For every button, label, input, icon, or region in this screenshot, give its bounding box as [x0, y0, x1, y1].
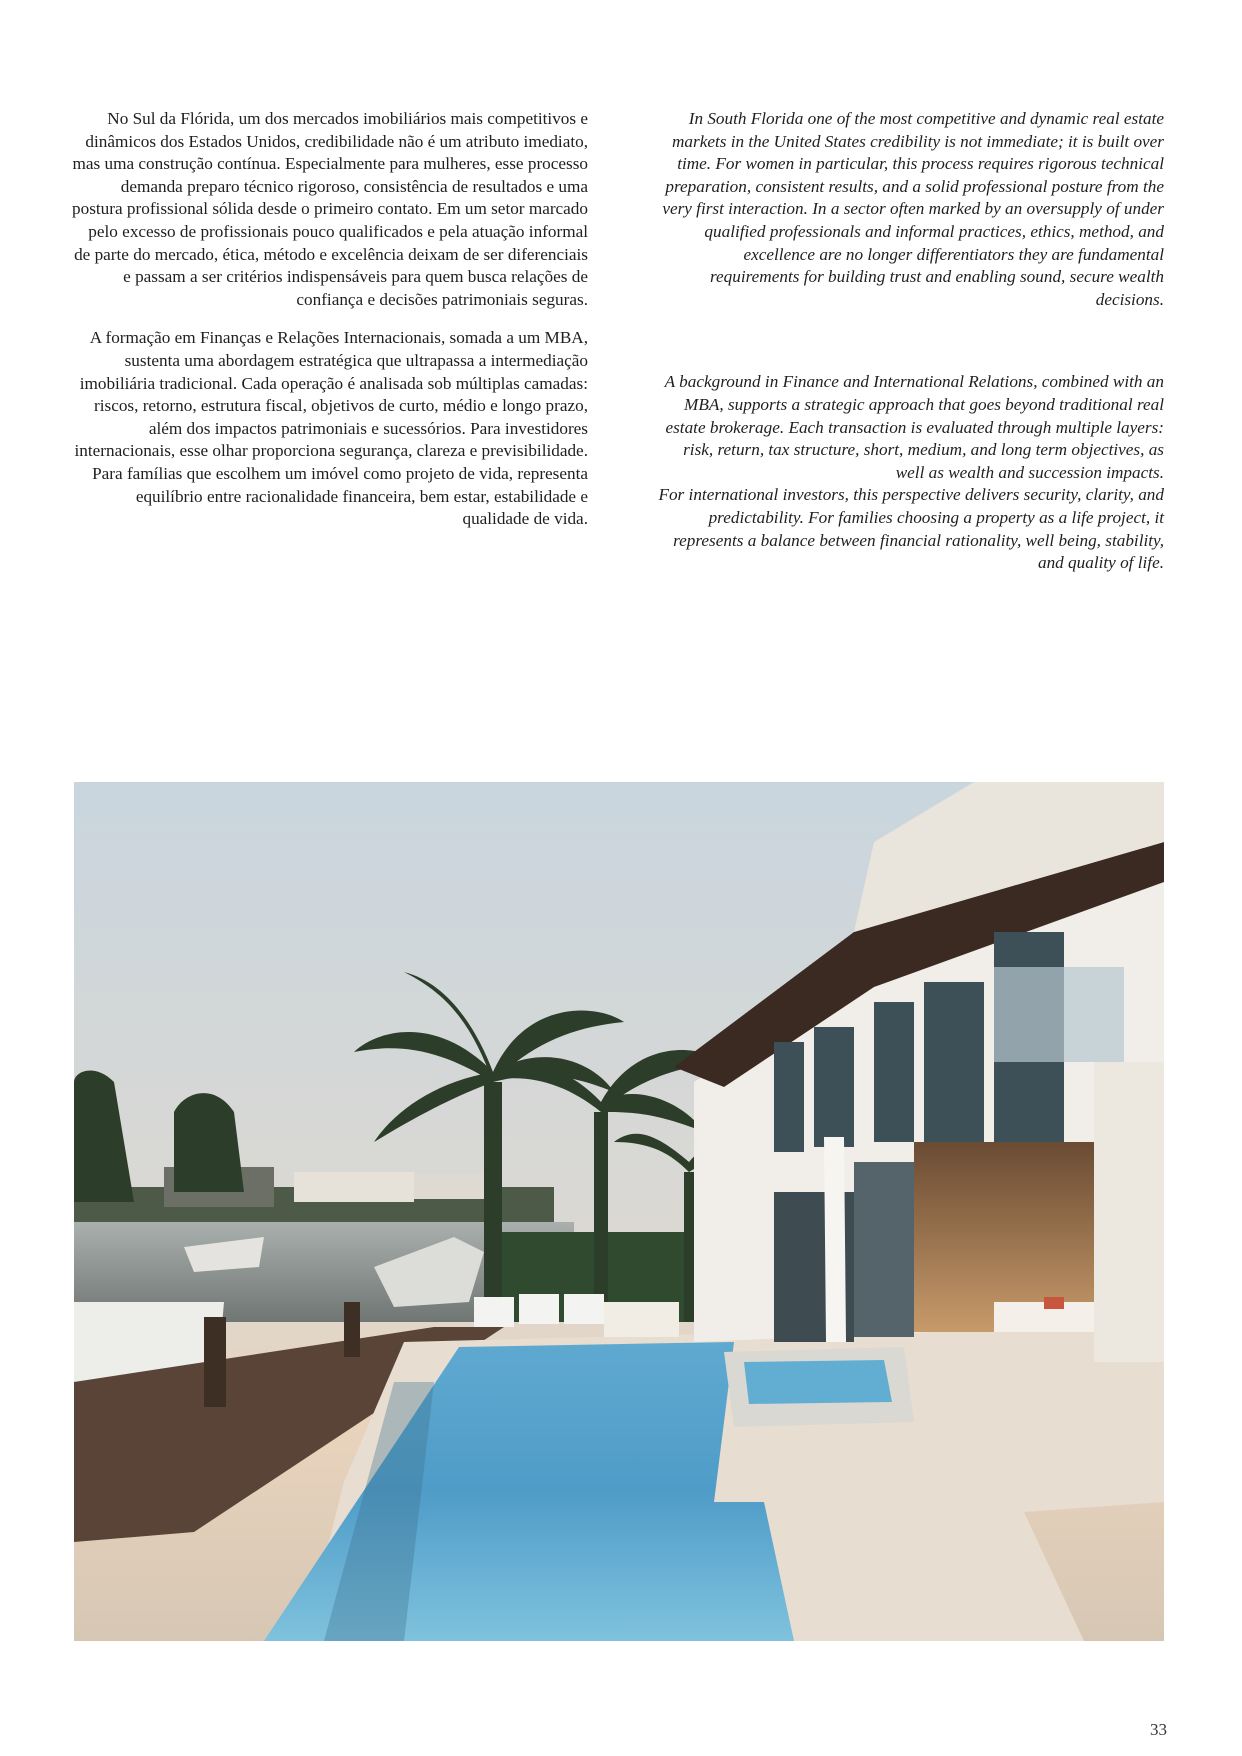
english-column — [658, 108, 1164, 575]
portuguese-paragraph-2: A formação em Finanças e Relações Internacionais, somada a um MBA, sustenta uma abordagem estratégica que ultrapassa a intermediação imobiliária tradicional. Cada operação é analisada sob múltiplas camadas: riscos, retorno, estrutura fiscal, objetivos de curto, médio e longo prazo, além dos impactos patrimoniais e sucessórios. Para investidores internacionais, esse olhar proporciona segurança, clareza e previsibilidade. Para famílias que escolhem um imóvel como projeto de vida, representa equilíbrio entre racionalidade financeira, bem estar, estabilidade e qualidade de vida. — [74, 328, 588, 529]
page-number: 33 — [1150, 1720, 1167, 1739]
portuguese-paragraph-1: No Sul da Flórida, um dos mercados imobiliários mais competitivos e dinâmicos dos Estados Unidos, credibilidade não é um atributo imediato, mas uma construção contínua. Especialmente para mulheres, esse processo demanda preparo técnico rigoroso, consistência de resultados e uma postura profissional sólida desde o primeiro contato. Em um setor marcado pelo excesso de profissionais pouco qualificados e pela atuação informal de parte do mercado, ética, método e excelência deixam de ser diferenciais e passam a ser critérios indispensáveis para quem busca relações de confiança e decisões patrimoniais seguras. — [72, 109, 588, 309]
english-paragraph-1: In South Florida one of the most competitive and dynamic real estate markets in the United States credibility is not immediate; it is built over time. For women in particular, this process requires rigorous technical preparation, consistent results, and a solid professional posture from the very first interaction. In a sector often marked by an oversupply of under qualified professionals and informal practices, ethics, method, and excellence are no longer differentiators they are fundamental requirements for building trust and enabling sound, secure wealth decisions. — [662, 109, 1164, 309]
photo-illustration — [74, 782, 1164, 1641]
english-paragraph-2: A background in Finance and International Relations, combined with an MBA, supports a strategic approach that goes beyond traditional real estate brokerage. Each transaction is evaluated through multiple layers: risk, return, tax structure, short, medium, and long term objectives, as well as wealth and succession impacts. — [664, 372, 1164, 482]
portuguese-column — [70, 108, 588, 531]
english-paragraph-3: For international investors, this perspective delivers security, clarity, and predictability. For families choosing a property as a life project, it represents a balance between financial rationality, well being, stability, and quality of life. — [658, 485, 1164, 573]
pool-house-photo — [74, 782, 1164, 1641]
